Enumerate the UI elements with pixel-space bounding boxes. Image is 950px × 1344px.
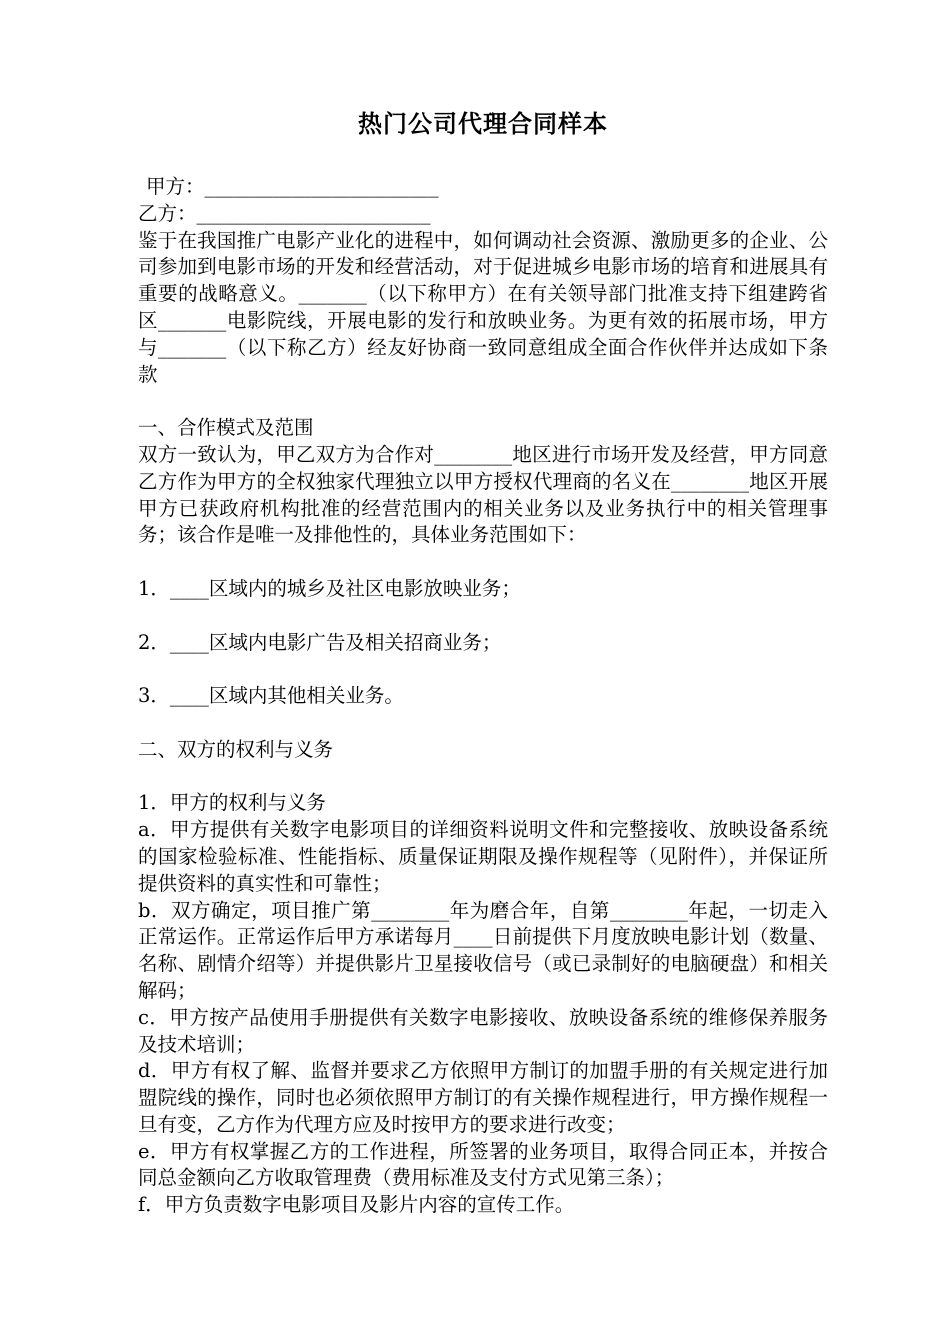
clause-e: e．甲方有权掌握乙方的工作进程，所签署的业务项目，取得合同正本，并按合同总金额向乙方收取管理费（费用标准及支付方式见第三条）； (138, 1139, 828, 1190)
scope-item-1: 1．____区域内的城乡及社区电影放映业务； (138, 576, 521, 600)
clause-d: d．甲方有权了解、监督并要求乙方依照甲方制订的加盟手册的有关规定进行加盟院线的操作，同时也必须依照甲方制订的有关操作规程进行，甲方操作规程一旦有变，乙方作为代理方应及时按甲方的要求进行改变； (138, 1059, 828, 1136)
scope-item-2: 2．____区域内电影广告及相关招商业务； (138, 630, 502, 654)
subsection-1-heading: 1．甲方的权利与义务 (138, 791, 326, 815)
blank-line (138, 764, 828, 791)
blank-line (138, 710, 828, 737)
preamble-paragraph: 鉴于在我国推广电影产业化的进程中，如何调动社会资源、激励更多的企业、公司参加到电影市场的开发和经营活动，对于促进城乡电影市场的培育和进展具有重要的战略意义。_______（以下称甲方）在有关领导部门批准支持下组建跨省区_______电影院线，开展电影的发行和放映业务。为更有效的拓展市场，甲方与_______（以下称乙方）经友好协商一致同意组成全面合作伙伴并达成如下条款 (138, 228, 828, 386)
clause-f: f．甲方负责数字电影项目及影片内容的宣传工作。 (138, 1193, 575, 1217)
blank-line (138, 603, 828, 630)
party-a-line: 甲方：________________________ (146, 175, 439, 198)
clause-c: c．甲方按产品使用手册提供有关数字电影接收、放映设备系统的维修保养服务及技术培训； (138, 1005, 828, 1056)
document-title: 热门公司代理合同样本 (358, 110, 608, 138)
party-b-line: 乙方：________________________ (138, 201, 431, 225)
document-body (138, 174, 828, 1219)
section-1-paragraph: 双方一致认为，甲乙双方为合作对________地区进行市场开发及经营，甲方同意乙方作为甲方的全权独家代理独立以甲方授权代理商的名义在________地区开展甲方已获政府机构批准的经营范围内的相关业务以及业务执行中的相关管理事务；该合作是唯一及排他性的，具体业务范围如下： (138, 442, 828, 547)
clause-b: b．双方确定，项目推广第________年为磨合年，自第________年起，一切走入正常运作。正常运作后甲方承诺每月____日前提供下月度放映电影计划（数量、名称、剧情介绍等）并提供影片卫星接收信号（或已录制好的电脑硬盘）和相关解码； (138, 898, 828, 1002)
scope-item-3: 3．____区域内其他相关业务。 (138, 684, 404, 708)
section-1-heading: 一、合作模式及范围 (138, 416, 314, 440)
blank-line (138, 656, 828, 683)
clause-a: a．甲方提供有关数字电影项目的详细资料说明文件和完整接收、放映设备系统的国家检验标准、性能指标、质量保证期限及操作规程等（见附件），并保证所提供资料的真实性和可靠性； (138, 818, 828, 895)
section-2-heading: 二、双方的权利与义务 (138, 737, 334, 761)
blank-line (138, 549, 828, 576)
blank-line (138, 388, 828, 415)
